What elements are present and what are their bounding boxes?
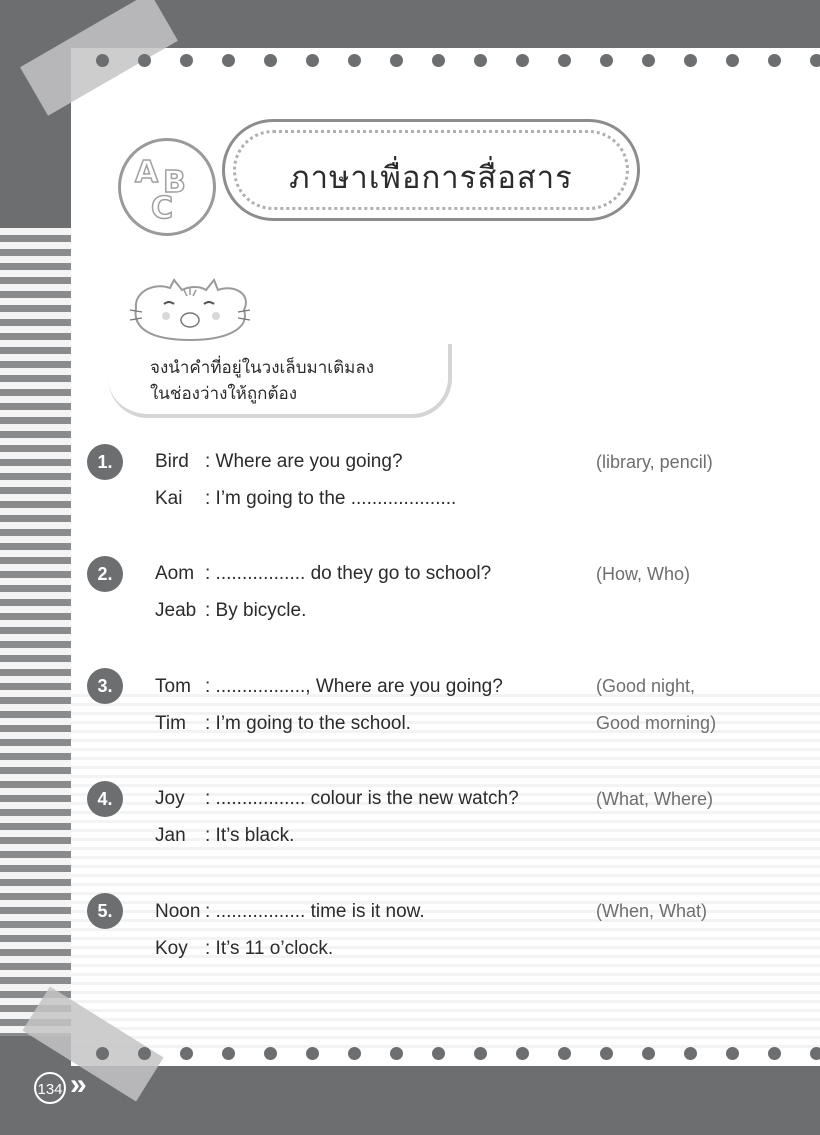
speaker-2: Jan (155, 825, 186, 846)
answer-options: (What, Where) (596, 789, 714, 809)
question-number: 4. (87, 781, 123, 817)
answer-options: (How, Who) (596, 564, 691, 584)
question-number: 2. (87, 556, 123, 592)
speaker-2: Jeab (155, 600, 197, 621)
dialogue-line-2: : By bicycle. (205, 600, 307, 621)
dialogue-line-1: : ................. colour is the new watch? (205, 788, 519, 809)
speaker-1: Aom (155, 563, 195, 584)
dialogue-line-2: : It’s 11 o’clock. (205, 938, 334, 959)
speaker-1: Noon (155, 901, 201, 922)
question-number: 1. (87, 444, 123, 480)
speaker-2: Koy (155, 938, 188, 959)
answer-options: (When, What) (596, 901, 708, 921)
title-frame (222, 119, 640, 221)
question-number: 5. (87, 893, 123, 929)
speaker-1: Bird (155, 451, 189, 472)
dialogue-line-2: : I’m going to the .................... (205, 488, 457, 509)
cat-icon (128, 278, 252, 347)
abc-letter-b: B (163, 165, 186, 200)
page-title: ภาษาเพื่อการสื่อสาร (289, 160, 573, 195)
page-number: 134 (34, 1072, 66, 1104)
dialogue-line-1: : ................. do they go to school? (205, 563, 492, 584)
instruction-line-2: ในช่องว่างให้ถูกต้อง (150, 384, 298, 403)
abc-letter-c: C (151, 191, 174, 226)
chevron-right-icon: » (70, 1068, 79, 1101)
side-stripes (0, 228, 72, 1036)
speaker-2: Tim (155, 713, 186, 734)
dots-row-top (96, 54, 820, 67)
instruction-line-1: จงนำคำที่อยู่ในวงเล็บมาเติมลง (150, 358, 375, 377)
speaker-1: Tom (155, 676, 191, 697)
answer-options: (library, pencil) (596, 452, 713, 472)
dialogue-line-1: : ................., Where are you going? (205, 676, 503, 697)
question-number: 3. (87, 668, 123, 704)
answer-options-cont: Good morning) (596, 713, 717, 733)
abc-badge (118, 138, 216, 236)
answer-options: (Good night, (596, 676, 696, 696)
speaker-1: Joy (155, 788, 185, 809)
abc-letter-a: A (135, 155, 159, 190)
speaker-2: Kai (155, 488, 183, 509)
dialogue-line-1: : Where are you going? (205, 451, 403, 472)
dialogue-line-1: : ................. time is it now. (205, 901, 425, 922)
dialogue-line-2: : It’s black. (205, 825, 295, 846)
dialogue-line-2: : I’m going to the school. (205, 713, 411, 734)
instruction-text (150, 355, 374, 407)
dots-row-bottom (96, 1047, 820, 1060)
